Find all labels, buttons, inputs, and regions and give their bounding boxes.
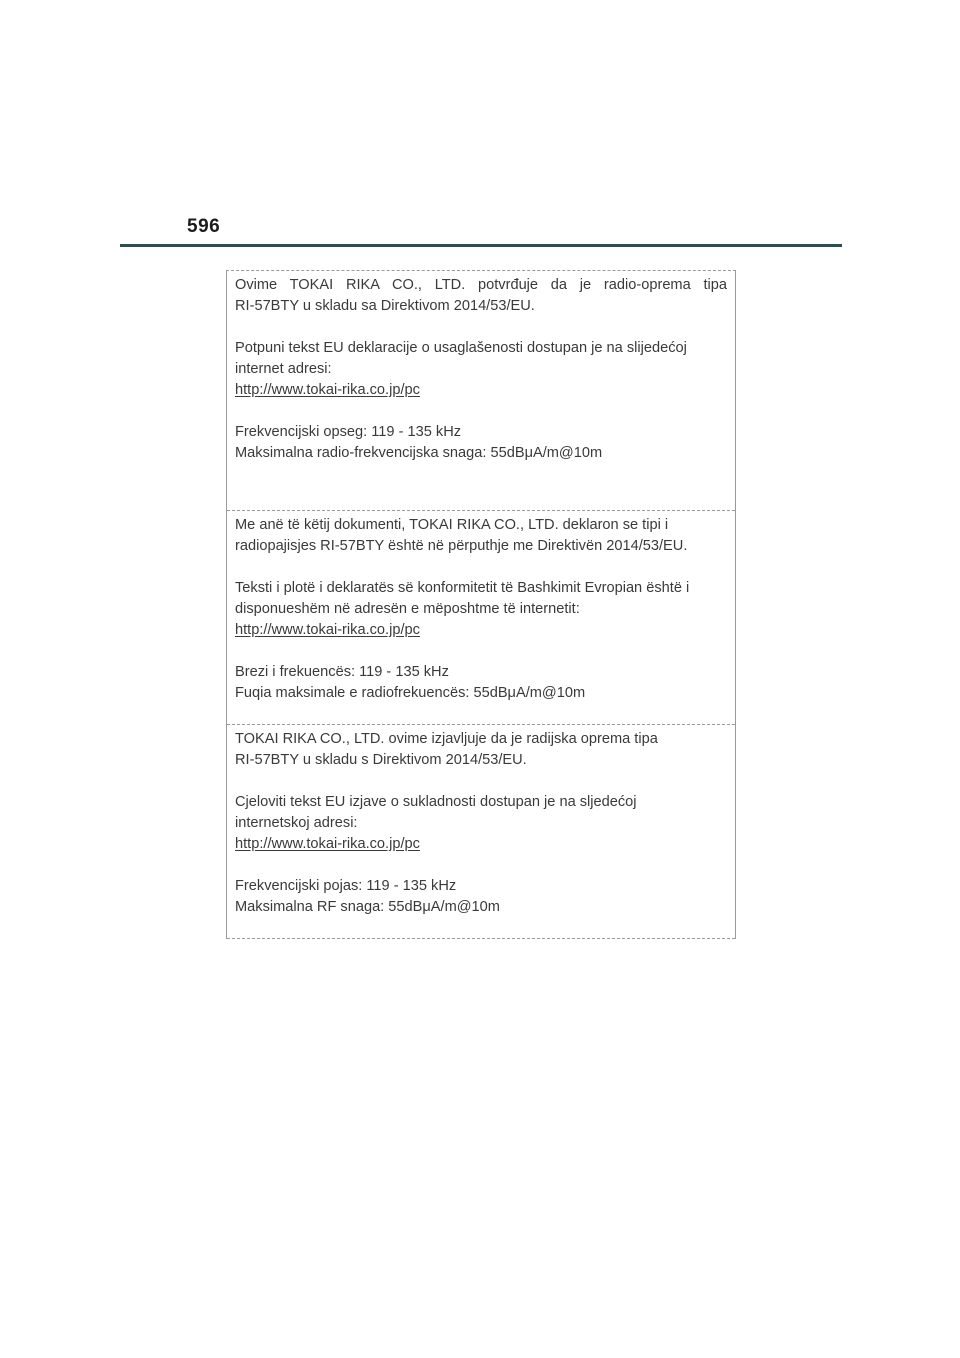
- max-power: Maksimalna RF snaga: 55dBμA/m@10m: [235, 899, 500, 915]
- declaration-intro: [235, 729, 727, 771]
- header-rule: [120, 244, 842, 247]
- full-text-line-2: internet adresi:: [235, 361, 332, 377]
- intro-line-2: RI-57BTY u skladu s Direktivom 2014/53/EU.: [235, 752, 527, 768]
- full-text-notice: [235, 578, 727, 641]
- declaration-url-link[interactable]: http://www.tokai-rika.co.jp/pc: [235, 622, 420, 638]
- intro-line-2: radiopajisjes RI-57BTY është në përputhje me Direktivën 2014/53/EU.: [235, 538, 688, 554]
- full-text-line-1: Cjeloviti tekst EU izjave o sukladnosti dostupan je na sljedećoj: [235, 794, 637, 810]
- full-text-notice: [235, 792, 727, 855]
- full-text-line-2: disponueshëm në adresën e mëposhtme të internetit:: [235, 601, 580, 617]
- frequency-range: Brezi i frekuencës: 119 - 135 kHz: [235, 664, 449, 680]
- intro-line-1: Ovime TOKAI RIKA CO., LTD. potvrđuje da je radio-oprema tipa: [235, 277, 727, 293]
- max-power: Maksimalna radio-frekvencijska snaga: 55dBμA/m@10m: [235, 445, 603, 461]
- frequency-range: Frekvencijski opseg: 119 - 135 kHz: [235, 424, 462, 440]
- intro-line-2: RI-57BTY u skladu sa Direktivom 2014/53/EU.: [235, 298, 535, 314]
- frequency-range: Frekvencijski pojas: 119 - 135 kHz: [235, 878, 457, 894]
- declaration-url-link[interactable]: http://www.tokai-rika.co.jp/pc: [235, 382, 420, 398]
- technical-specs: [235, 422, 727, 464]
- max-power: Fuqia maksimale e radiofrekuencës: 55dBμA/m@10m: [235, 685, 586, 701]
- declaration-section-albanian: [227, 515, 735, 725]
- page-number: 596: [187, 216, 221, 237]
- declaration-intro: [235, 275, 727, 317]
- technical-specs: [235, 662, 727, 704]
- full-text-line-1: Potpuni tekst EU deklaracije o usaglašenosti dostupan je na slijedećoj: [235, 340, 687, 356]
- declaration-url-link[interactable]: http://www.tokai-rika.co.jp/pc: [235, 836, 420, 852]
- full-text-notice: [235, 338, 727, 401]
- full-text-line-1: Teksti i plotë i deklaratës së konformitetit të Bashkimit Evropian është i: [235, 580, 690, 596]
- technical-specs: [235, 876, 727, 918]
- declaration-section-croatian: [227, 729, 735, 939]
- declaration-section-bosnian: [227, 275, 735, 511]
- full-text-line-2: internetskoj adresi:: [235, 815, 358, 831]
- declaration-intro: [235, 515, 727, 557]
- declaration-box: [226, 270, 736, 939]
- intro-line-1: Me anë të këtij dokumenti, TOKAI RIKA CO., LTD. deklaron se tipi i: [235, 517, 669, 533]
- intro-line-1: TOKAI RIKA CO., LTD. ovime izjavljuje da je radijska oprema tipa: [235, 731, 658, 747]
